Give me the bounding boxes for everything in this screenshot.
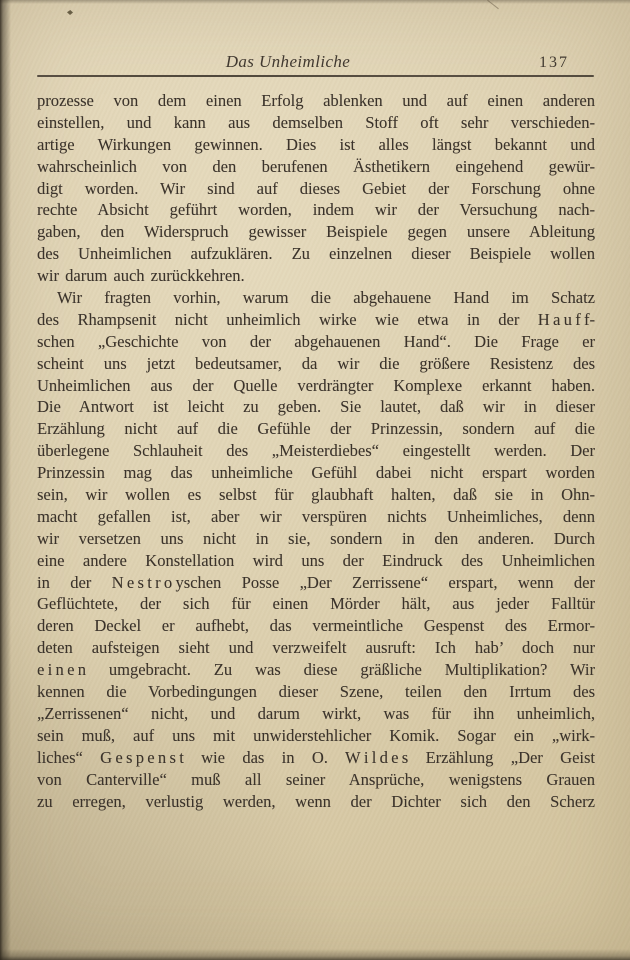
page-number: 137 — [539, 54, 569, 71]
text-line: deren Deckel er aufhebt, das vermeintliche Gespenst des Ermor- — [37, 616, 595, 636]
scan-edge-bottom — [0, 949, 630, 960]
text-line: macht gefallen ist, aber wir verspüren nichts Unheimliches, denn — [37, 506, 595, 526]
running-head — [37, 52, 595, 74]
text-line: digt worden. Wir sind auf dieses Gebiet der Forschung ohne — [37, 178, 595, 198]
ink-speck — [67, 10, 73, 15]
paragraph — [37, 287, 595, 812]
text-line: zu erregen, verlustig werden, wenn der Dichter sich den Scherz — [37, 791, 595, 811]
text-line: in der N e s t r o yschen Posse „Der Zerrissene“ erspart, wenn der — [37, 572, 595, 592]
scan-edge-left — [0, 0, 11, 960]
text-line: prozesse von dem einen Erfolg ablenken und auf einen anderen — [37, 91, 595, 110]
text-line: des Unheimlichen aufzuklären. Zu einzelnen dieser Beispiele wollen — [37, 244, 595, 264]
text-line: des Rhampsenit nicht unheimlich wirke wie etwa in der H a u f f- — [37, 309, 595, 329]
text-line: wir darum auch zurückkehren. — [37, 266, 245, 286]
text-line: Unheimlichen aus der Quelle verdrängter Komplexe erkannt haben. — [37, 375, 595, 395]
text-line: liches“ G e s p e n s t wie das in O. W i l d e s Erzählung „Der Geist — [37, 747, 595, 767]
text-line: Prinzessin mag das unheimliche Gefühl dabei nicht erspart worden — [37, 463, 595, 483]
text-line: „Zerrissenen“ nicht, und darum wirkt, was für ihn unheimlich, — [37, 703, 595, 723]
text-line: einstellen, und kann aus demselben Stoff oft sehr verschieden- — [37, 112, 595, 132]
text-line: eine andere Konstellation wird uns der Eindruck des Unheimlichen — [37, 550, 595, 570]
text-line: überlegene Schlauheit des „Meisterdiebes“ eingestellt werden. Der — [37, 441, 595, 461]
text-line: scheint uns jetzt bedeutsamer, da wir die größere Resistenz des — [37, 353, 595, 373]
text-line: rechte Absicht geführt worden, indem wir der Versuchung nach- — [37, 200, 595, 220]
text-line: gaben, den Widerspruch gewisser Beispiele gegen unsere Ableitung — [37, 222, 595, 242]
text-line: Erzählung nicht auf die Gefühle der Prinzessin, sondern auf die — [37, 419, 595, 439]
text-line: wahrscheinlich von den berufenen Ästhetikern eingehend gewür- — [37, 156, 595, 176]
text-line: artige Wirkungen gewinnen. Dies ist alles längst bekannt und — [37, 134, 595, 154]
text-line: wir versetzen uns nicht in sie, sondern in den anderen. Durch — [37, 528, 595, 548]
text-line: sein, wir wollen es selbst für glaubhaft halten, daß sie in Ohn- — [37, 485, 595, 505]
scan-edge-top — [0, 0, 630, 4]
header-rule — [37, 75, 594, 77]
body-text — [37, 90, 595, 812]
text-line: e i n e n umgebracht. Zu was diese gräßliche Multiplikation? Wir — [37, 660, 595, 680]
text-line: Die Antwort ist leicht zu geben. Sie lautet, daß wir in dieser — [37, 397, 595, 417]
text-line: sein muß, auf uns mit unwiderstehlicher Komik. Sogar ein „wirk- — [37, 725, 595, 745]
text-line: Geflüchtete, der sich für einen Mörder hält, aus jeder Falltür — [37, 594, 595, 614]
text-line: schen „Geschichte von der abgehauenen Hand“. Die Frage er — [37, 331, 595, 351]
running-head-title: Das Unheimliche — [225, 52, 351, 71]
text-line: deten aufsteigen sieht und verzweifelt ausruft: Ich hab’ doch nur — [37, 638, 595, 658]
paragraph — [37, 90, 595, 287]
text-line: Wir fragten vorhin, warum die abgehauene Hand im Schatz — [57, 288, 595, 308]
text-line: kennen die Vorbedingungen dieser Szene, teilen den Irrtum des — [37, 682, 595, 702]
text-line: von Canterville“ muß all seiner Ansprüche, wenigstens Grauen — [37, 769, 595, 789]
